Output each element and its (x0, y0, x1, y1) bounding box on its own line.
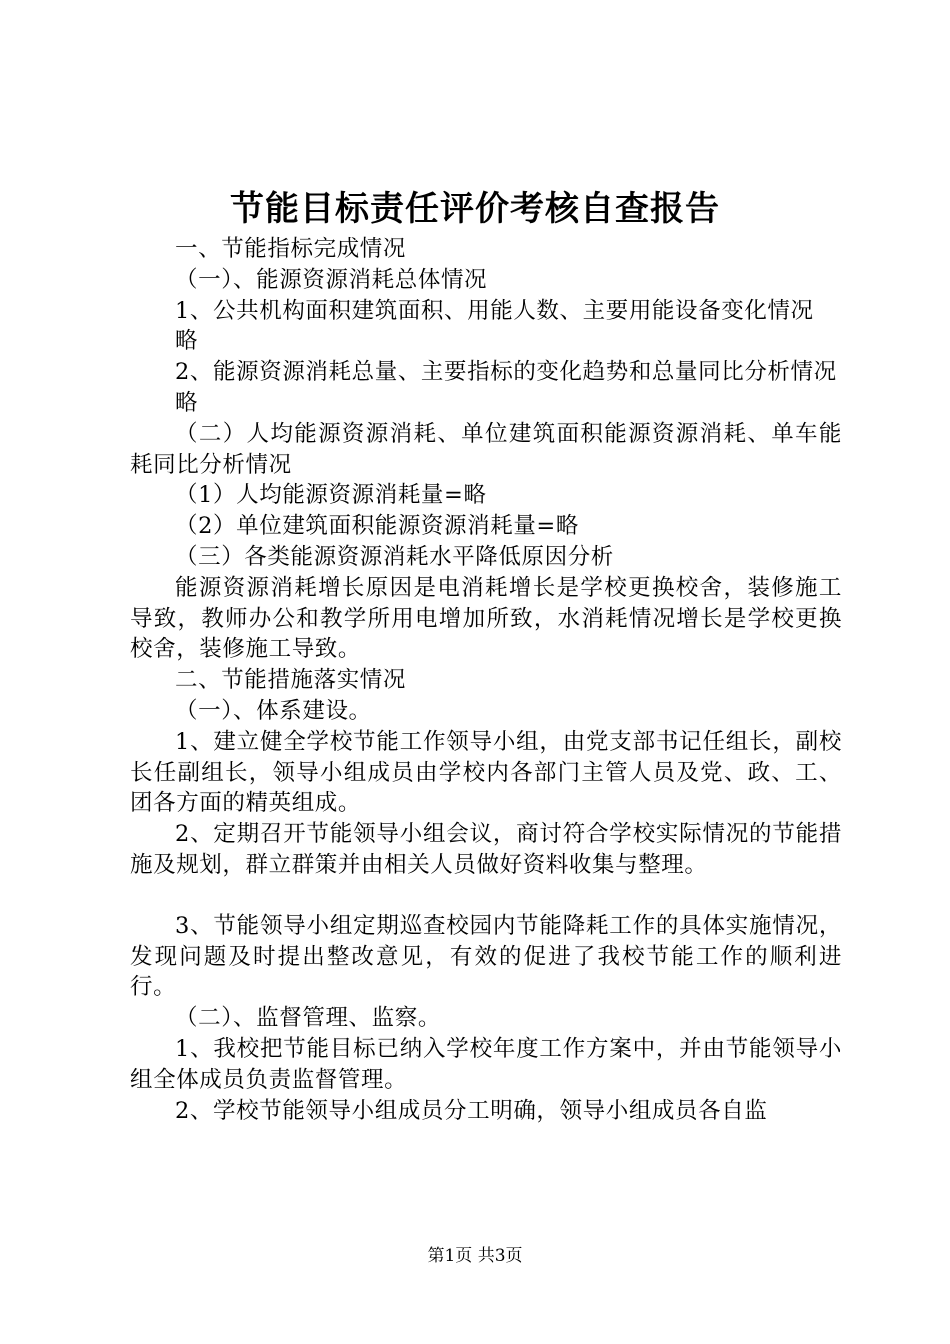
paragraph: 略 (175, 328, 199, 355)
paragraph: （2）单位建筑面积能源资源消耗量=略 (175, 513, 579, 540)
paragraph: 1、我校把节能目标已纳入学校年度工作方案中，并由节能领导小组全体成员负责监督管理。 (130, 1035, 842, 1093)
page-number-footer: 第1页 共3页 (427, 1246, 523, 1266)
paragraph: 1、建立健全学校节能工作领导小组，由党支部书记任组长，副校长任副组长，领导小组成员由学校内各部门主管人员及党、政、工、团各方面的精英组成。 (130, 728, 842, 817)
paragraph: 1、公共机构面积建筑面积、用能人数、主要用能设备变化情况 (175, 297, 814, 324)
paragraph: 能源资源消耗增长原因是电消耗增长是学校更换校舍，装修施工导致，教师办公和教学所用电增加所致，水消耗情况增长是学校更换校舍，装修施工导致。 (130, 574, 842, 663)
subsection-heading: （一）、体系建设。 (175, 697, 372, 724)
paragraph: 2、学校节能领导小组成员分工明确，领导小组成员各自监 (175, 1097, 768, 1124)
subsection-heading: （二）、监督管理、监察。 (175, 1005, 441, 1032)
paragraph: 2、定期召开节能领导小组会议，商讨符合学校实际情况的节能措施及规划，群立群策并由相关人员做好资料收集与整理。 (130, 821, 842, 878)
paragraph: （1）人均能源资源消耗量=略 (175, 482, 487, 509)
paragraph: 2、能源资源消耗总量、主要指标的变化趋势和总量同比分析情况 (175, 359, 837, 386)
document-title: 节能目标责任评价考核自查报告 (230, 189, 720, 229)
paragraph: 略 (175, 389, 199, 416)
subsection-heading: （一）、能源资源消耗总体情况 (175, 266, 488, 293)
paragraph: 3、节能领导小组定期巡查校园内节能降耗工作的具体实施情况，发现问题及时提出整改意见，有效的促进了我校节能工作的顺利进行。 (130, 912, 842, 1001)
section-heading: 一、节能指标完成情况 (175, 236, 407, 262)
section-heading: 二、节能措施落实情况 (175, 667, 407, 694)
document-body (130, 234, 842, 1126)
subsection-heading: （三）各类能源资源消耗水平降低原因分析 (175, 543, 614, 570)
subsection-heading: （二）人均能源资源消耗、单位建筑面积能源资源消耗、单车能耗同比分析情况 (130, 420, 842, 478)
